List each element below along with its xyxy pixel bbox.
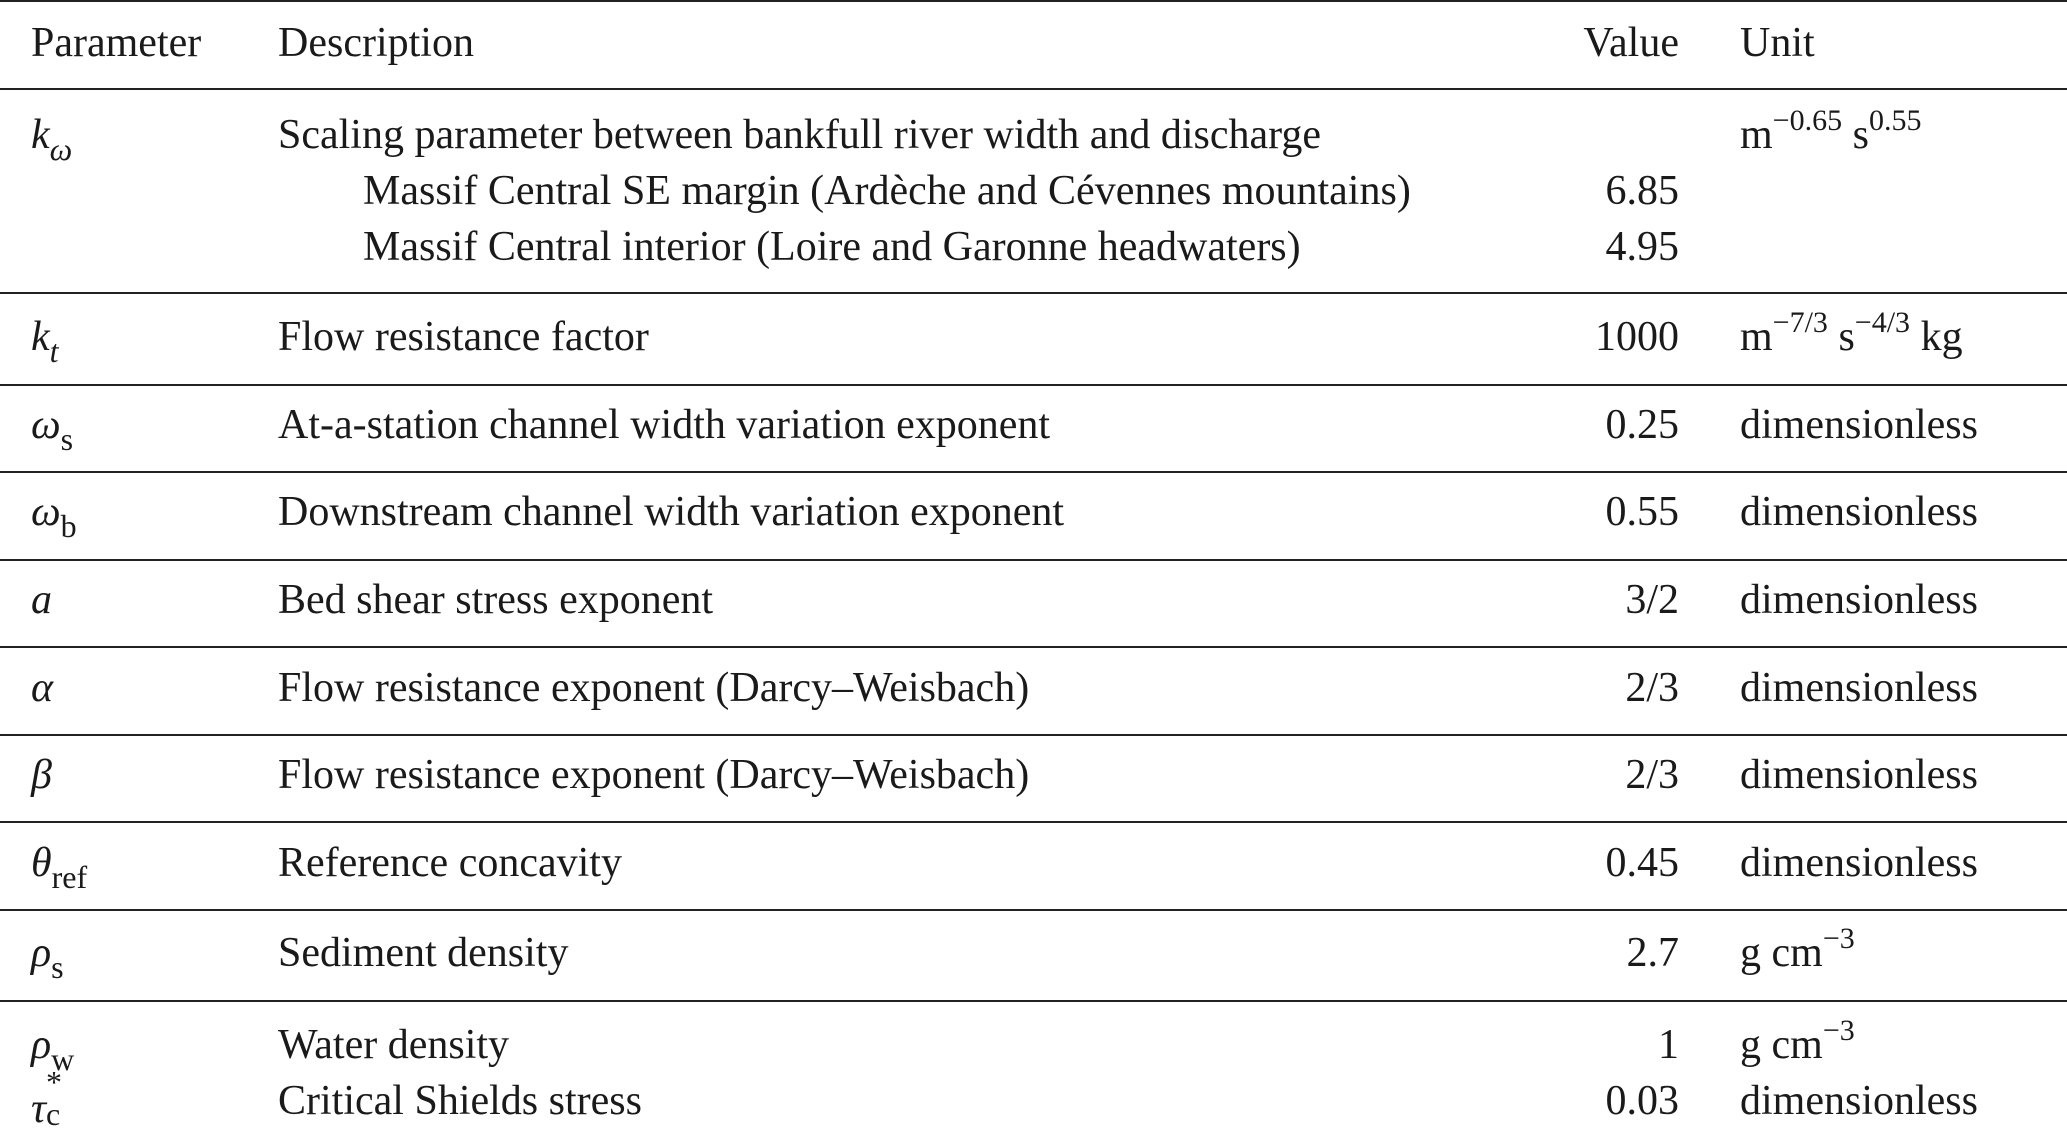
table-top-rule [0,0,2067,2]
row-9-symbol: $\rho_w$ [31,1022,75,1077]
row-8-unit: g $cm^{-3}$ [1740,922,1855,976]
row-1-value: 1000 [1595,314,1679,360]
row-10-value: 0.03 [1605,1078,1679,1124]
row-8-symbol: $\rho_s$ [31,930,64,985]
row-rule [0,909,2067,911]
row-4-symbol: a [31,577,52,623]
row-10-description: Critical Shields stress [278,1078,642,1124]
row-rule [0,559,2067,561]
row-2-symbol: $\omega_s$ [31,402,74,457]
row-3-symbol: $\omega_b$ [31,489,77,544]
header-description: Description [278,20,474,66]
header-unit: Unit [1740,20,1815,66]
row-0-subrow-1-value: 4.95 [1605,224,1679,270]
row-5-unit: dimensionless [1740,665,1978,711]
row-6-description: Flow resistance exponent (Darcy–Weisbach) [278,752,1030,798]
row-1-symbol: $k_t$ [31,314,59,369]
row-7-symbol: $\theta_{ref}$ [31,840,88,895]
row-1-description: Flow resistance factor [278,314,649,360]
header-parameter: Parameter [31,20,202,66]
row-6-unit: dimensionless [1740,752,1978,798]
row-9-description: Water density [278,1022,510,1068]
row-6-symbol: β [31,752,52,798]
row-7-unit: dimensionless [1740,840,1978,886]
row-0-subrow-0-value: 6.85 [1605,168,1679,214]
row-0-subrow-1-description: Massif Central interior (Loire and Garonne headwaters) [363,224,1301,270]
row-7-description: Reference concavity [278,840,622,886]
row-6-value: 2/3 [1625,752,1679,798]
row-2-unit: dimensionless [1740,402,1978,448]
row-4-unit: dimensionless [1740,577,1978,623]
row-0-symbol: $k_\omega$ [31,112,73,167]
row-0-unit: $m^{-0.65}$ $s^{0.55}$ [1740,104,1922,158]
row-10-symbol: τ * c [31,1064,63,1132]
row-3-unit: dimensionless [1740,489,1978,535]
row-9-unit: g $cm^{-3}$ [1740,1014,1855,1068]
row-7-value: 0.45 [1605,840,1679,886]
row-4-value: 3/2 [1625,577,1679,623]
row-5-description: Flow resistance exponent (Darcy–Weisbach) [278,665,1030,711]
row-5-value: 2/3 [1625,665,1679,711]
row-2-description: At-a-station channel width variation exponent [278,402,1051,448]
row-10-unit: dimensionless [1740,1078,1978,1124]
row-3-description: Downstream channel width variation exponent [278,489,1065,535]
row-rule [0,646,2067,648]
row-8-description: Sediment density [278,930,569,976]
row-rule [0,292,2067,294]
row-rule [0,384,2067,386]
row-3-value: 0.55 [1605,489,1679,535]
row-rule [0,734,2067,736]
row-rule [0,471,2067,473]
row-8-value: 2.7 [1626,930,1679,976]
row-9-value: 1 [1658,1022,1679,1068]
row-2-value: 0.25 [1605,402,1679,448]
row-0-description: Scaling parameter between bankfull river width and discharge [278,112,1322,158]
row-rule [0,1000,2067,1002]
row-0-subrow-0-description: Massif Central SE margin (Ardèche and Cévennes mountains) [363,168,1411,214]
header-value: Value [1583,20,1679,66]
row-1-unit: $m^{-7/3}$ $s^{-4/3}$ kg [1740,306,1963,360]
row-4-description: Bed shear stress exponent [278,577,714,623]
header-rule [0,88,2067,90]
row-5-symbol: α [31,665,54,711]
row-rule [0,821,2067,823]
